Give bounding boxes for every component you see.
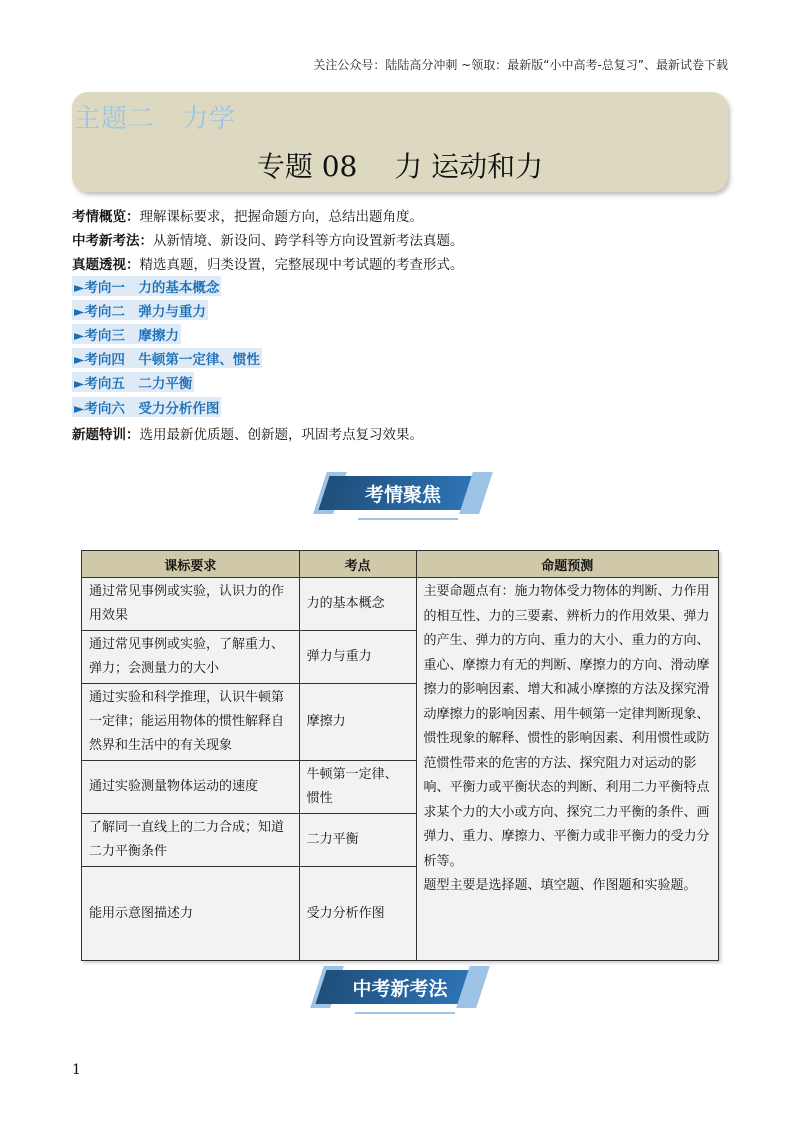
- table-header-prediction: 命题预测: [416, 551, 719, 578]
- intro-text: 理解课标要求，把握命题方向，总结出题角度。: [139, 209, 423, 225]
- section-new-method-badge: [315, 966, 485, 1008]
- theme-title: 主题二 力学: [74, 104, 237, 134]
- intro-text: 从新情境、新设问、跨学科等方向设置新考法真题。: [153, 233, 464, 249]
- table-cell-point: 受力分析作图: [299, 867, 416, 961]
- intro-line-training: [72, 423, 423, 443]
- intro-label: 真题透视：: [72, 257, 140, 273]
- direction-link-3[interactable]: ►考向三 摩擦力: [72, 324, 181, 344]
- direction-link-6[interactable]: ►考向六 受力分析作图: [72, 397, 221, 417]
- section-new-method-title: 中考新考法: [352, 978, 448, 1000]
- intro-line-new-method: [72, 229, 464, 249]
- prediction-text: 主要命题点有：施力物体受力物体的判断、力作用的相互性、力的三要素、辨析力的作用效果、弹力的产生、弹力的方向、重力的大小、重力的方向、重心、摩擦力有无的判断、摩擦力的方向、滑动摩擦力的影响因素、增大和减小摩擦的方法及探究滑动摩擦力的影响因素、用牛顿第一定律判断现象、惯性现象的解释、惯性的影响因素、利用惯性或防范惯性带来的危害的方法、探究阻力对运动的影响、平衡力或平衡状态的判断、利用二力平衡特点求某个力的大小或方向、探究二力平衡的条件、画弹力、重力、摩擦力、平衡力或非平衡力的受力分析等。: [423, 584, 710, 869]
- table-cell-point: 摩擦力: [299, 684, 416, 761]
- table-cell-point: 弹力与重力: [299, 631, 416, 684]
- section-focus-title: 考情聚焦: [364, 484, 441, 506]
- intro-label: 中考新考法：: [72, 233, 153, 249]
- table-cell-requirement: 通过实验测量物体运动的速度: [82, 761, 300, 814]
- direction-link-4[interactable]: ►考向四 牛顿第一定律、惯性: [72, 348, 262, 368]
- intro-text: 选用最新优质题、创新题，巩固考点复习效果。: [139, 427, 423, 443]
- page-number: 1: [72, 1062, 81, 1078]
- table-cell-point: 二力平衡: [299, 814, 416, 867]
- table-cell-requirement: 通过实验和科学推理，认识牛顿第一定律；能运用物体的惯性解释自然界和生活中的有关现象: [82, 684, 300, 761]
- topic-title: 专题 08 力 运动和力: [256, 150, 544, 183]
- intro-line-overview: [72, 205, 423, 225]
- table-header-row: [82, 551, 719, 578]
- table-cell-point: 力的基本概念: [299, 578, 416, 631]
- direction-link-1[interactable]: ►考向一 力的基本概念: [72, 276, 221, 296]
- intro-text: 精选真题，归类设置，完整展现中考试题的考查形式。: [139, 257, 464, 273]
- table-cell-requirement: 能用示意图描述力: [82, 867, 300, 961]
- table-row: [82, 578, 719, 631]
- section-focus-badge: [318, 472, 488, 514]
- intro-label: 新题特训：: [72, 427, 140, 443]
- header-note: 关注公众号：陆陆高分冲刺 ~领取：最新版“小中高考-总复习”、最新试卷下载: [313, 58, 728, 72]
- direction-link-2[interactable]: ►考向二 弹力与重力: [72, 300, 208, 320]
- table-cell-requirement: 了解同一直线上的二力合成；知道二力平衡条件: [82, 814, 300, 867]
- table-cell-requirement: 通过常见事例或实验，了解重力、弹力；会测量力的大小: [82, 631, 300, 684]
- table-header-point: 考点: [299, 551, 416, 578]
- prediction-question-types: 题型主要是选择题、填空题、作图题和实验题。: [423, 878, 697, 893]
- intro-line-real-exam: [72, 253, 464, 273]
- table-header-requirement: 课标要求: [82, 551, 300, 578]
- direction-link-5[interactable]: ►考向五 二力平衡: [72, 372, 194, 392]
- table-cell-requirement: 通过常见事例或实验，认识力的作用效果: [82, 578, 300, 631]
- intro-label: 考情概览：: [72, 209, 140, 225]
- requirements-table: [81, 550, 719, 961]
- table-cell-prediction: [416, 578, 719, 961]
- table-cell-point: 牛顿第一定律、惯性: [299, 761, 416, 814]
